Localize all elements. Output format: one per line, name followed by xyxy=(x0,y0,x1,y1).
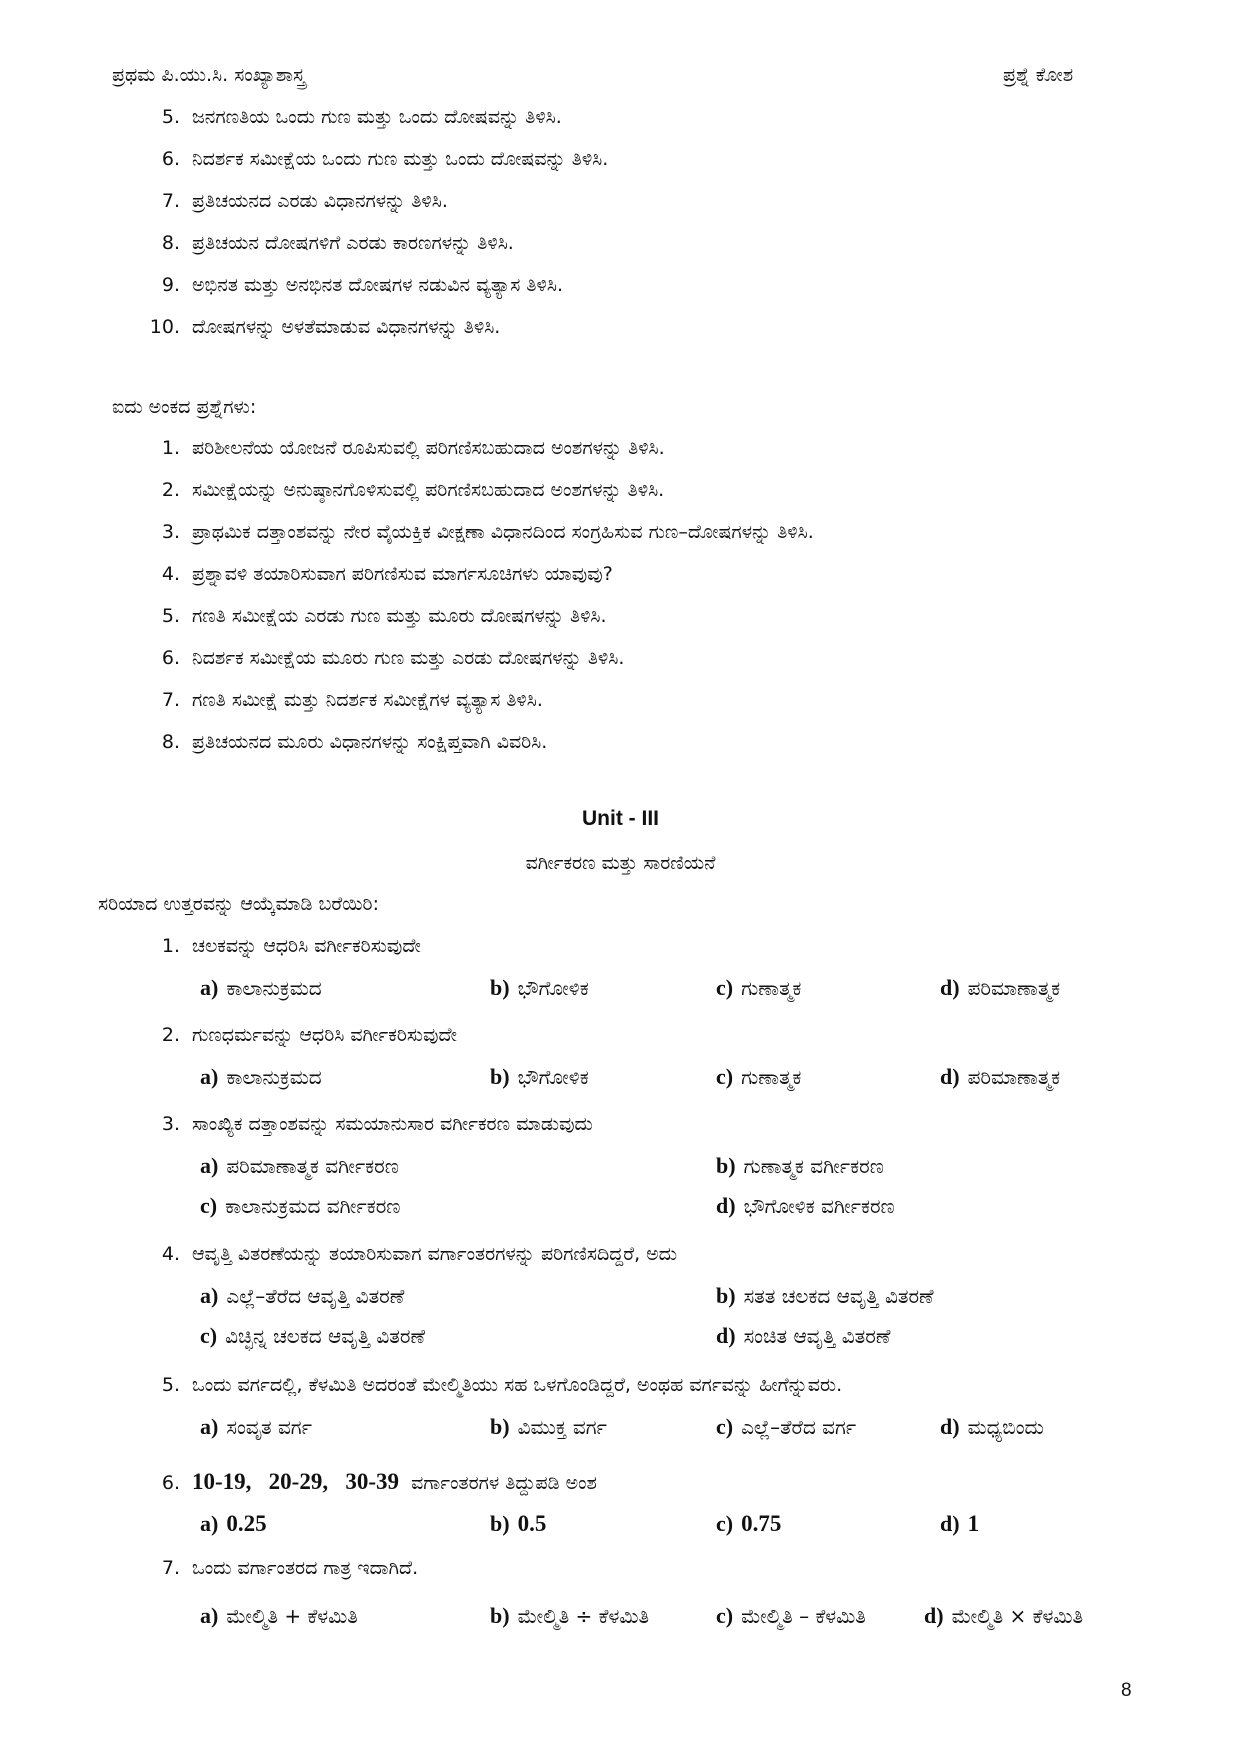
mcq-question: 5. ಒಂದು ವರ್ಗದಲ್ಲಿ, ಕೆಳಮಿತಿ ಅದರಂತೆ ಮೇಲ್ಮಿತಿಯು ಸಹ ಒಳಗೊಂಡಿದ್ದರೆ, ಅಂಥಹ ವರ್ಗವನ್ನು ಹೀಗೆನ್ನುವರು. xyxy=(161,1374,843,1396)
header-title: ಪ್ರಥಮ ಪಿ.ಯು.ಸಿ. ಸಂಖ್ಯಾಶಾಸ್ತ್ರ xyxy=(112,64,306,86)
mcq-option: d) ಸಂಚಿತ ಆವೃತ್ತಿ ವಿತರಣೆ xyxy=(716,1323,891,1348)
mcq-question: 4. ಆವೃತ್ತಿ ವಿತರಣೆಯನ್ನು ತಯಾರಿಸುವಾಗ ವರ್ಗಾಂತರಗಳನ್ನು ಪರಿಗಣಿಸದಿದ್ದರೆ, ಅದು xyxy=(161,1243,677,1265)
mcq-option: a) ಮೇಲ್ಮಿತಿ + ಕೆಳಮಿತಿ xyxy=(200,1603,358,1628)
list-item: 1. ಪರಿಶೀಲನೆಯ ಯೋಜನೆ ರೂಪಿಸುವಲ್ಲಿ ಪರಿಗಣಿಸಬಹುದಾದ ಅಂಶಗಳನ್ನು ತಿಳಿಸಿ. xyxy=(161,437,665,459)
list-item: 5. ಜನಗಣತಿಯ ಒಂದು ಗುಣ ಮತ್ತು ಒಂದು ದೋಷವನ್ನು ತಿಳಿಸಿ. xyxy=(161,106,562,128)
list-item: 3. ಪ್ರಾಥಮಿಕ ದತ್ತಾಂಶವನ್ನು ನೇರ ವೈಯಕ್ತಿಕ ವೀಕ್ಷಣಾ ವಿಧಾನದಿಂದ ಸಂಗ್ರಹಿಸುವ ಗುಣ–ದೋಷಗಳನ್ನು ತಿಳಿಸಿ. xyxy=(161,521,814,543)
list-item: 5. ಗಣತಿ ಸಮೀಕ್ಷೆಯ ಎರಡು ಗುಣ ಮತ್ತು ಮೂರು ದೋಷಗಳನ್ನು ತಿಳಿಸಿ. xyxy=(161,605,607,627)
list-item: 7. ಪ್ರತಿಚಯನದ ಎರಡು ವಿಧಾನಗಳನ್ನು ತಿಳಿಸಿ. xyxy=(161,190,448,212)
mcq-option: d) ಪರಿಮಾಣಾತ್ಮಕ xyxy=(940,975,1061,1000)
list-item: 4. ಪ್ರಶ್ನಾವಳಿ ತಯಾರಿಸುವಾಗ ಪರಿಗಣಿಸುವ ಮಾರ್ಗಸೂಚಿಗಳು ಯಾವುವು? xyxy=(161,563,613,585)
mcq-option: c) ಗುಣಾತ್ಮಕ xyxy=(716,975,802,1000)
mcq-option: a) ಪರಿಮಾಣಾತ್ಮಕ ವರ್ಗೀಕರಣ xyxy=(200,1153,399,1178)
mcq-option: d) ಮಧ್ಯಬಿಂದು xyxy=(940,1414,1044,1439)
list-item: 9. ಅಭಿನತ ಮತ್ತು ಅನಭಿನತ ದೋಷಗಳ ನಡುವಿನ ವ್ಯತ್ಯಾಸ ತಿಳಿಸಿ. xyxy=(161,274,563,296)
mcq-option: b) ಭೌಗೋಳಿಕ xyxy=(490,975,589,1000)
mcq-question: 2. ಗುಣಧರ್ಮವನ್ನು ಆಧರಿಸಿ ವರ್ಗೀಕರಿಸುವುದೇ xyxy=(161,1024,457,1046)
list-item: 7. ಗಣತಿ ಸಮೀಕ್ಷೆ ಮತ್ತು ನಿದರ್ಶಕ ಸಮೀಕ್ಷೆಗಳ ವ್ಯತ್ಯಾಸ ತಿಳಿಸಿ. xyxy=(161,689,543,711)
mcq-option: b) ವಿಮುಕ್ತ ವರ್ಗ xyxy=(490,1414,607,1439)
mcq-option: a) ಕಾಲಾನುಕ್ರಮದ xyxy=(200,975,322,1000)
mcq-option: d) ಭೌಗೋಳಿಕ ವರ್ಗೀಕರಣ xyxy=(716,1193,895,1218)
page-number: 8 xyxy=(1121,1680,1132,1701)
mcq-option: b) ಸತತ ಚಲಕದ ಆವೃತ್ತಿ ವಿತರಣೆ xyxy=(716,1283,934,1308)
mcq-option: a) 0.25 xyxy=(200,1511,267,1536)
mcq-option: b) 0.5 xyxy=(490,1511,547,1536)
mcq-option: c) ಗುಣಾತ್ಮಕ xyxy=(716,1064,802,1089)
list-item: 6. ನಿದರ್ಶಕ ಸಮೀಕ್ಷೆಯ ಒಂದು ಗುಣ ಮತ್ತು ಒಂದು ದೋಷವನ್ನು ತಿಳಿಸಿ. xyxy=(161,148,609,170)
list-item: 10. ದೋಷಗಳನ್ನು ಅಳತೆಮಾಡುವ ವಿಧಾನಗಳನ್ನು ತಿಳಿಸಿ. xyxy=(149,316,501,338)
mcq-option: a) ಕಾಲಾನುಕ್ರಮದ xyxy=(200,1064,322,1089)
mcq-option: d) 1 xyxy=(940,1511,980,1536)
mcq-question: 3. ಸಾಂಖ್ಯಿಕ ದತ್ತಾಂಶವನ್ನು ಸಮಯಾನುಸಾರ ವರ್ಗೀಕರಣ ಮಾಡುವುದು xyxy=(161,1113,593,1135)
header-subject: ಪ್ರಶ್ನೆ ಕೋಶ xyxy=(1003,64,1074,86)
mcq-question: 1. ಚಲಕವನ್ನು ಆಧರಿಸಿ ವರ್ಗೀಕರಿಸುವುದೇ xyxy=(161,935,421,957)
list-item: 6. ನಿದರ್ಶಕ ಸಮೀಕ್ಷೆಯ ಮೂರು ಗುಣ ಮತ್ತು ಎರಡು ದೋಷಗಳನ್ನು ತಿಳಿಸಿ. xyxy=(161,647,625,669)
mcq-question: 6. 10-19, 20-29, 30-39 ವರ್ಗಾಂತರಗಳ ತಿದ್ದುಪಡಿ ಅಂಶ xyxy=(161,1469,597,1494)
list-item: 2. ಸಮೀಕ್ಷೆಯನ್ನು ಅನುಷ್ಠಾನಗೊಳಿಸುವಲ್ಲಿ ಪರಿಗಣಿಸಬಹುದಾದ ಅಂಶಗಳನ್ನು ತಿಳಿಸಿ. xyxy=(161,479,665,501)
mcq-option: c) ಮೇಲ್ಮಿತಿ – ಕೆಳಮಿತಿ xyxy=(716,1603,866,1628)
mcq-option: b) ಮೇಲ್ಮಿತಿ ÷ ಕೆಳಮಿತಿ xyxy=(490,1603,650,1628)
mcq-question: 7. ಒಂದು ವರ್ಗಾಂತರದ ಗಾತ್ರ ಇದಾಗಿದೆ. xyxy=(161,1557,419,1579)
mcq-option: c) ಎಲ್ಲೆ–ತೆರೆದ ವರ್ಗ xyxy=(716,1414,857,1439)
mcq-option: a) ಸಂವೃತ ವರ್ಗ xyxy=(200,1414,312,1439)
list-item: 8. ಪ್ರತಿಚಯನದ ಮೂರು ವಿಧಾನಗಳನ್ನು ಸಂಕ್ಷಿಪ್ತವಾಗಿ ವಿವರಿಸಿ. xyxy=(161,731,548,753)
section-heading: ಐದು ಅಂಕದ ಪ್ರಶ್ನೆಗಳು: xyxy=(112,396,257,418)
list-item: 8. ಪ್ರತಿಚಯನ ದೋಷಗಳಿಗೆ ಎರಡು ಕಾರಣಗಳನ್ನು ತಿಳಿಸಿ. xyxy=(161,232,514,254)
mcq-option: b) ಭೌಗೋಳಿಕ xyxy=(490,1064,589,1089)
mcq-option: c) ಕಾಲಾನುಕ್ರಮದ ವರ್ಗೀಕರಣ xyxy=(200,1193,401,1218)
mcq-option: b) ಗುಣಾತ್ಮಕ ವರ್ಗೀಕರಣ xyxy=(716,1153,884,1178)
instruction: ಸರಿಯಾದ ಉತ್ತರವನ್ನು ಆಯ್ಕೆಮಾಡಿ ಬರೆಯಿರಿ: xyxy=(98,893,379,915)
mcq-option: c) ವಿಚ್ಛಿನ್ನ ಚಲಕದ ಆವೃತ್ತಿ ವಿತರಣೆ xyxy=(200,1323,426,1348)
mcq-option: d) ಮೇಲ್ಮಿತಿ × ಕೆಳಮಿತಿ xyxy=(924,1603,1084,1628)
mcq-option: a) ಎಲ್ಲೆ–ತೆರೆದ ಆವೃತ್ತಿ ವಿತರಣೆ xyxy=(200,1283,405,1308)
mcq-option: d) ಪರಿಮಾಣಾತ್ಮಕ xyxy=(940,1064,1061,1089)
unit-title: Unit - III xyxy=(582,807,659,830)
mcq-option: c) 0.75 xyxy=(716,1511,782,1536)
unit-subtitle: ವರ್ಗೀಕರಣ ಮತ್ತು ಸಾರಣಿಯನೆ xyxy=(525,852,716,874)
